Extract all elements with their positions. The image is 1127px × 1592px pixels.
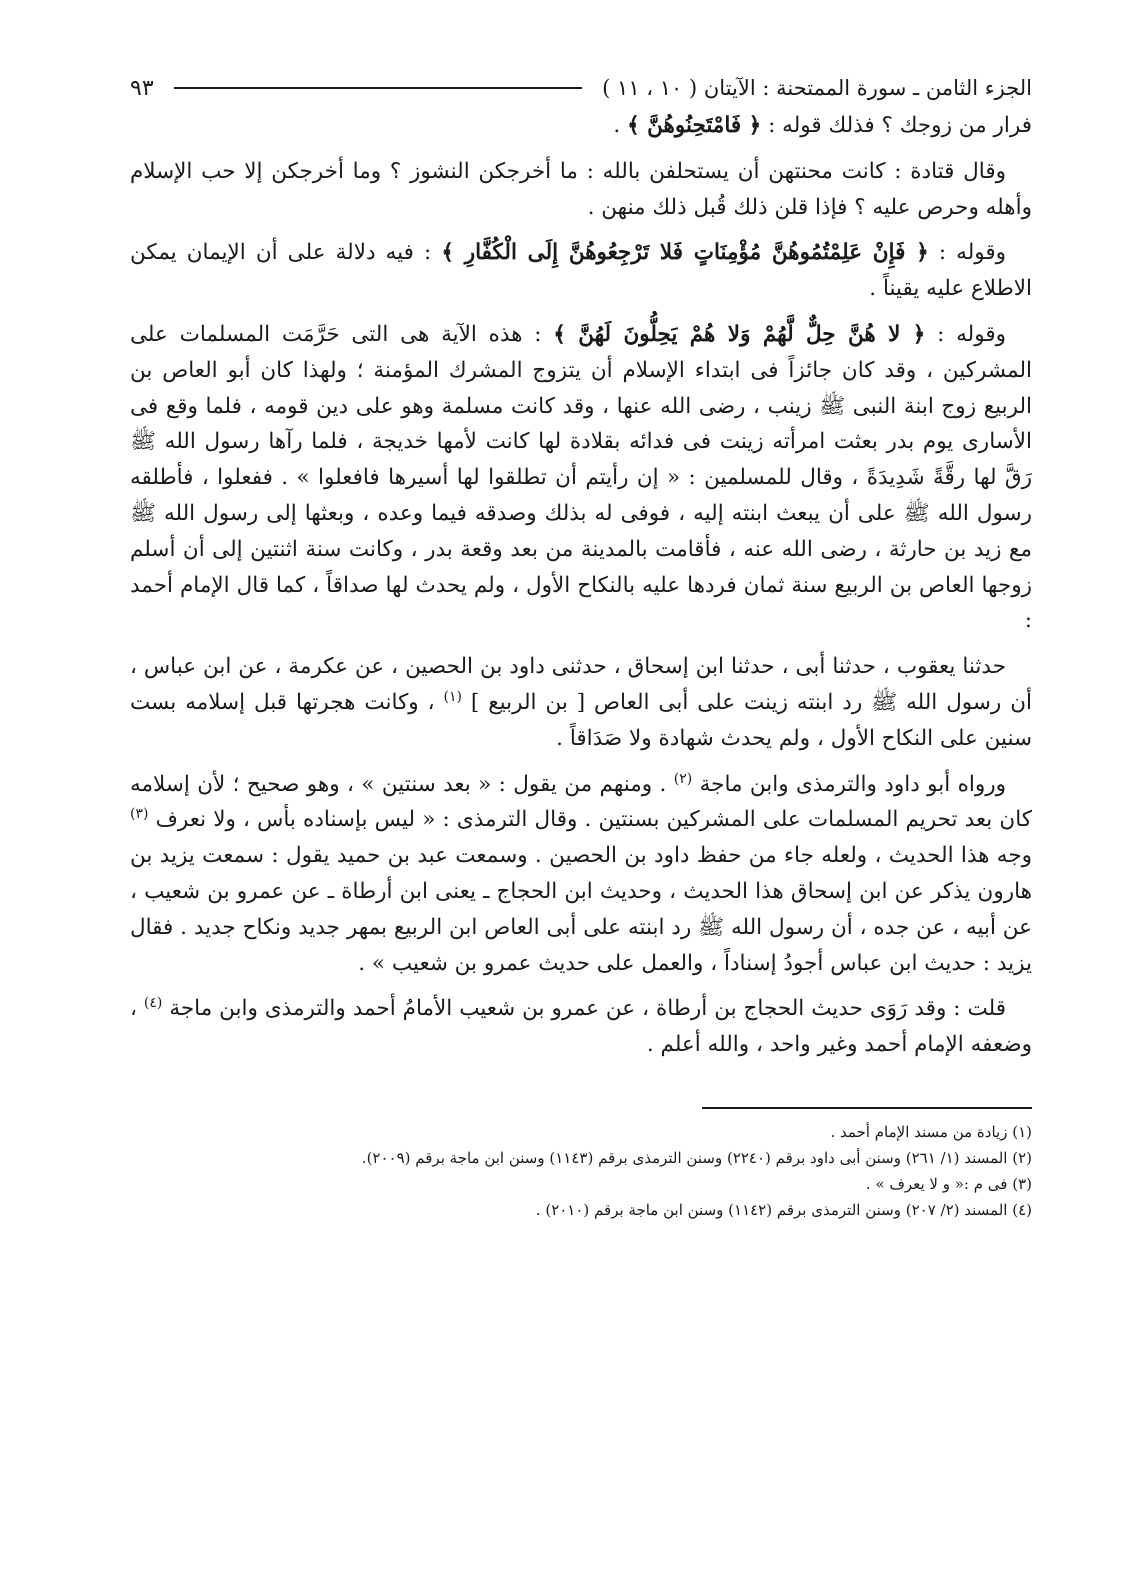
paragraph-3 bbox=[130, 235, 1032, 307]
text-run: : فيه دلالة على أن الإيمان يمكن الاطلاع عليه يقيناً . bbox=[130, 240, 1032, 302]
paragraph-1 bbox=[130, 108, 1032, 144]
footnote-ref: (٣) bbox=[130, 806, 149, 823]
book-page bbox=[130, 68, 1032, 1223]
footnote-ref: (٢) bbox=[673, 770, 693, 787]
quran-verse: ﴿ لا هُنَّ حِلٌّ لَّهُمْ وَلا هُمْ يَحِلُّونَ لَهُنَّ ﴾ bbox=[553, 321, 926, 347]
footnote-ref: (٤) bbox=[143, 995, 163, 1012]
footnotes bbox=[130, 1119, 1032, 1223]
paragraph-6 bbox=[130, 767, 1032, 982]
text-run: فرار من زوجك ؟ فذلك قوله : bbox=[761, 113, 1032, 138]
footnote-3: (٣) فى م :« و لا يعرف » . bbox=[865, 1174, 1032, 1193]
text-run: : هذه الآية هى التى حَرَّمَت المسلمات على المشركين ، وقد كان جائزاً فى ابتداء الإسلام أن يتزوج المشرك المؤمنة ؛ ولهذا كان أبو العاص بن الربيع زوج ابنة النبى ﷺ زينب ، رضى الله عنها ، وقد كانت مسلمة وهو على دين قومه ، فلما وقع فى الأسارى يوم بدر بعثت امرأته زينت فى فدائه بقلادة لها كانت لأمها خديجة ، فلما رآها رسول الله ﷺ رَقَّ لها رقَّةً شَدِيدَةً ، وقال للمسلمين : « إن رأيتم أن تطلقوا لها أسيرها فافعلوا » . ففعلوا ، فأطلقه رسول الله ﷺ على أن يبعث ابنته إليه ، فوفى له بذلك وصدقه فيما وعده ، وبعثها إلى رسول الله ﷺ مع زيد بن حارثة ، رضى الله عنه ، فأقامت بالمدينة من بعد وقعة بدر ، وكانت سنة اثنتين إلى أن أسلم زوجها العاص بن الربيع سنة ثمان فردها عليه بالنكاح الأول ، ولم يحدث لها صداقاً ، كما قال الإمام أحمد : bbox=[130, 321, 1032, 634]
paragraph-4 bbox=[130, 317, 1032, 639]
text-run: حدثنا يعقوب ، حدثنا أبى ، حدثنا ابن إسحاق ، حدثنى داود بن الحصين ، عن عكرمة ، عن ابن عباس ، أن رسول الله ﷺ رد ابنته زينت على أبى العاص [ بن الربيع ] bbox=[130, 654, 1033, 715]
text-run: وقوله : bbox=[928, 240, 1007, 266]
text-run: . bbox=[613, 113, 628, 138]
header-rule bbox=[174, 87, 583, 89]
footnote-ref: (١) bbox=[443, 688, 462, 705]
text-run: وقوله : bbox=[925, 321, 1006, 347]
running-header bbox=[130, 68, 1032, 108]
footnote-4: (٤) المسند (٢/ ٢٠٧) وسنن الترمذى برقم (١١٤٢) وسنن ابن ماجة برقم (٢٠١٠) . bbox=[535, 1200, 1032, 1219]
footnote-1: (١) زيادة من مسند الإمام أحمد . bbox=[830, 1122, 1032, 1141]
quran-verse: ﴿ فَامْتَحِنُوهُنَّ ﴾ bbox=[627, 113, 762, 138]
paragraph-7 bbox=[130, 991, 1032, 1063]
text-run: . ومنهم من يقول : « بعد سنتين » ، وهو صحيح ؛ لأن إسلامه كان بعد تحريم المسلمات على المشركين بسنتين . وقال الترمذى : « ليس بإسناده بأس ، ولا نعرف bbox=[130, 771, 1032, 833]
footnote-separator bbox=[702, 1107, 1032, 1109]
footnote-2: (٢) المسند (١/ ٢٦١) وسنن أبى داود برقم (٢٢٤٠) وسنن الترمذى برقم (١١٤٣) وسنن ابن ماجة برقم (٢٠٠٩). bbox=[361, 1148, 1032, 1167]
main-text bbox=[130, 108, 1032, 1063]
paragraph-5 bbox=[130, 649, 1032, 756]
text-run: قلت : وقد رَوَى حديث الحجاج بن أرطاة ، عن عمرو بن شعيب الأمامُ أحمد والترمذى وابن ماجة bbox=[162, 996, 1006, 1022]
header-title: الجزء الثامن ـ سورة الممتحنة : الآيتان ( ١٠ ، ١١ ) bbox=[602, 76, 1032, 100]
quran-verse: ﴿ فَإِنْ عَلِمْتُمُوهُنَّ مُؤْمِنَاتٍ فَلا تَرْجِعُوهُنَّ إِلَى الْكُفَّارِ ﴾ bbox=[441, 240, 929, 266]
text-run: ورواه أبو داود والترمذى وابن ماجة bbox=[692, 771, 1006, 797]
text-run: ، وكانت هجرتها قبل إسلامه بست سنين على النكاح الأول ، ولم يحدث شهادة ولا صَدَاقاً . bbox=[130, 689, 1032, 751]
paragraph-2: وقال قتادة : كانت محنتهن أن يستحلفن بالله : ما أخرجكن النشوز ؟ وما أخرجكن إلا حب الإسلام وأهله وحرص عليه ؟ فإذا قلن ذلك قُبل ذلك منهن . bbox=[130, 158, 1032, 220]
text-run: وجه هذا الحديث ، ولعله جاء من حفظ داود بن الحصين . وسمعت عبد بن حميد يقول : سمعت يزيد بن هارون يذكر عن ابن إسحاق هذا الحديث ، وحديث ابن الحجاج ـ يعنى ابن أرطاة ـ عن عمرو بن شعيب ، عن أبيه ، عن جده ، أن رسول الله ﷺ رد ابنته على أبى العاص ابن الربيع بمهر جديد ونكاح جديد . فقال يزيد : حديث ابن عباس أجودُ إسناداً ، والعمل على حديث عمرو بن شعيب » . bbox=[130, 843, 1032, 976]
page-number: ٩٣ bbox=[130, 75, 154, 101]
text-run: ، وضعفه الإمام أحمد وغير واحد ، والله أعلم . bbox=[130, 996, 1032, 1058]
